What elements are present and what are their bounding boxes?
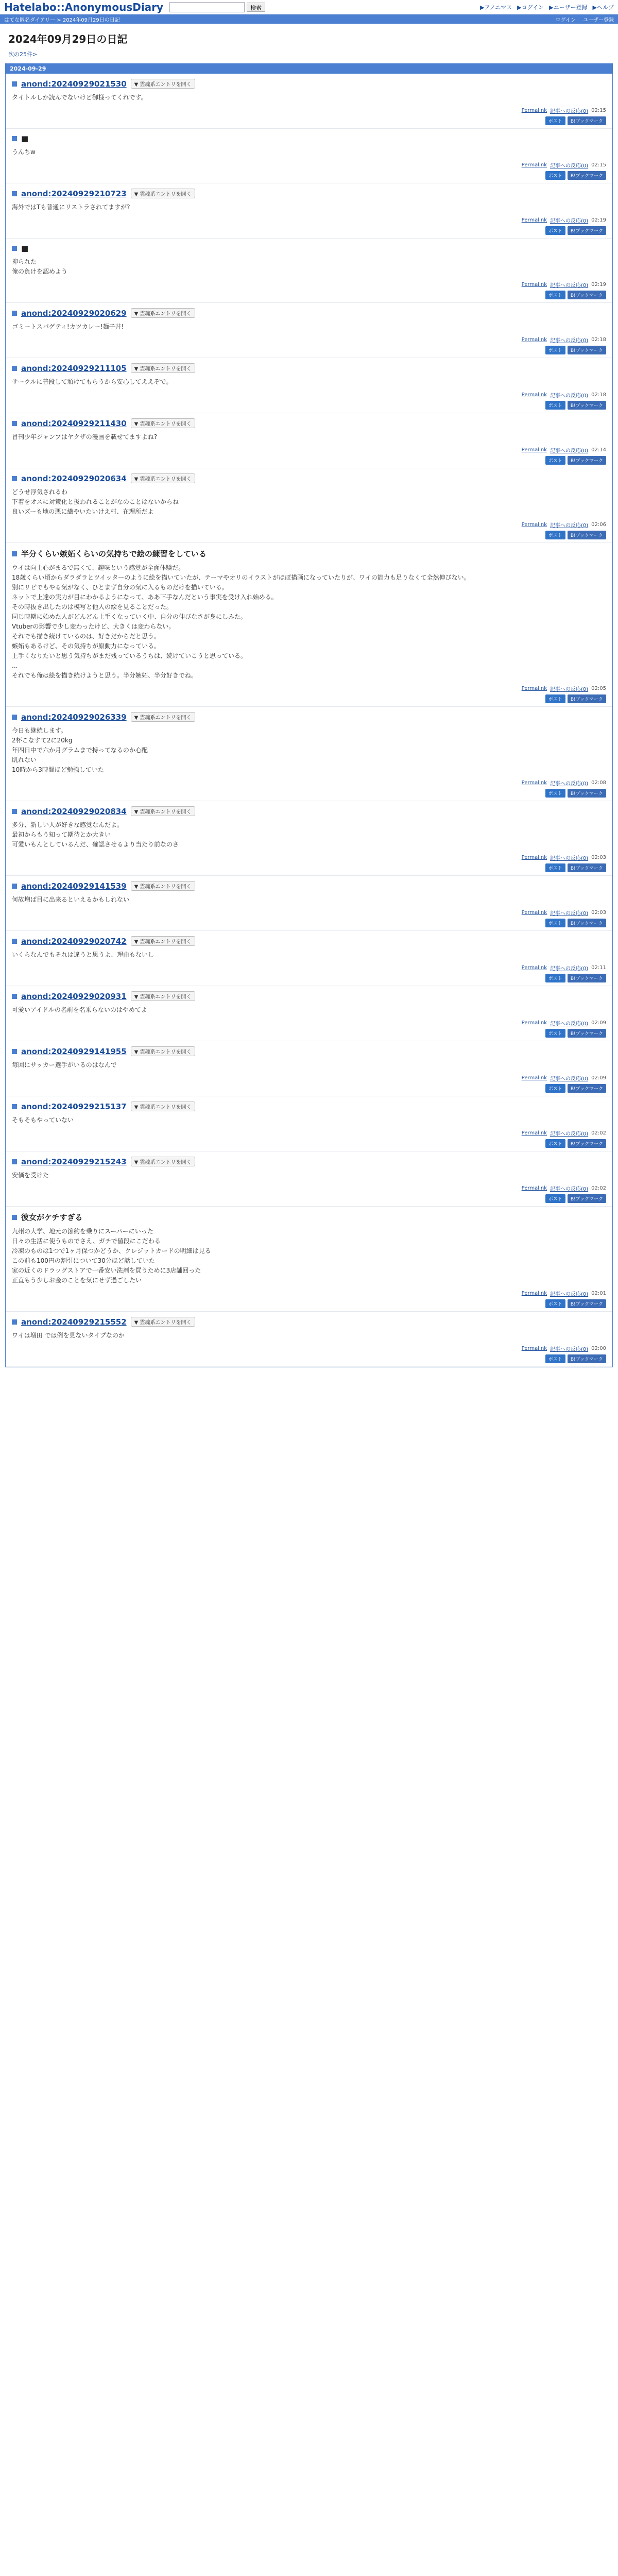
entry-body-line: それでも描き続けているのは、好きだからだと思う。 [12,633,161,640]
entry [6,358,612,413]
reactions-link[interactable]: 記事への反応(0) [550,393,589,399]
entry-header [12,1101,606,1111]
entry-body-line: 毎回にサッカー選手がいるのはなんで [12,1061,117,1069]
entry [6,876,612,931]
reactions-link[interactable]: 記事への反応(0) [550,856,589,861]
bookmark-share-button[interactable]: B!ブックマーク [568,694,606,703]
permalink-link[interactable]: Permalink [521,392,547,398]
entry-body-line: その時抜き出したのは模写と他人の絵を見ることだった。 [12,603,173,611]
post-share-button[interactable]: ポスト [545,531,565,539]
post-share-button[interactable]: ポスト [545,291,565,299]
entry-footer [12,107,606,114]
entry-footer [12,1074,606,1082]
bookmark-share-button[interactable]: B!ブックマーク [568,531,606,539]
entry-title[interactable]: anond:20240929215137 [21,1101,127,1111]
entry-body-line: 冒刊少年ジャンプはヤクザの漫画を載せてますよね? [12,433,158,440]
entry-title[interactable]: anond:20240929211105 [21,363,127,373]
entry [6,239,612,303]
entry [6,1312,612,1367]
permalink-link[interactable]: Permalink [521,337,547,343]
day-section [5,63,613,1367]
search-button[interactable]: 検索 [247,3,265,12]
share-buttons [12,456,606,465]
entry-title[interactable]: anond:20240929021530 [21,79,127,89]
entry-time: 02:09 [591,1020,606,1026]
entry-time: 02:11 [591,965,606,971]
spam-flag-button[interactable]: ▼ 霊魂系エントリを開く [131,1046,195,1056]
entry-header [12,79,606,89]
square-bullet-icon [12,81,17,87]
bookmark-share-button[interactable]: B!ブックマーク [568,1139,606,1148]
spam-flag-button[interactable]: ▼ 霊魂系エントリを開く [131,363,195,373]
reactions-link[interactable]: 記事への反応(0) [550,1021,589,1027]
share-buttons [12,974,606,982]
square-bullet-icon [12,311,17,316]
entry-body-line: それでも俺は絵を描き続けようと思う。半分嫉妬、半分好きでね。 [12,672,198,679]
entry-body-line: 冷凍のものは1つで1ヶ月保つかどうか、クレジットカードの明細は見る [12,1247,211,1255]
share-buttons [12,863,606,872]
post-share-button[interactable]: ポスト [545,1194,565,1203]
permalink-link[interactable]: Permalink [521,108,547,113]
entry-title[interactable]: anond:20240929215243 [21,1157,127,1166]
page-title: 2024年09月29日の日記 [8,33,128,45]
entry-time: 02:02 [591,1185,606,1191]
entry-body-line: ワイは増田 では例を見ないタイプなのか [12,1332,125,1339]
entry-body-line: 家の近くのドラッグストアで一番安い洗剤を買うために3店舗回った [12,1267,201,1274]
entry-footer [12,1345,606,1352]
entry-title[interactable]: 半分くらい嫉妬くらいの気持ちで絵の練習をしている [21,549,207,558]
entry-time: 02:19 [591,282,606,287]
spam-flag-button[interactable]: ▼ 霊魂系エントリを開く [131,473,195,483]
entry-title[interactable]: anond:20240929026339 [21,712,127,722]
reactions-link[interactable]: 記事への反応(0) [550,966,589,972]
entry [6,986,612,1041]
entry-title[interactable]: anond:20240929215552 [21,1317,127,1327]
entry-footer [12,1184,606,1192]
square-bullet-icon [12,1319,17,1325]
square-bullet-icon [12,884,17,889]
entry-body-line: 上手くなりたいと思う気持ちがまだ残っているうちは、続けていこうと思っている。 [12,652,247,659]
entry-body-line: 俺の負けを認めよう [12,268,68,275]
square-bullet-icon [12,1215,17,1220]
spam-flag-button[interactable]: ▼ 霊魂系エントリを開く [131,1317,195,1327]
square-bullet-icon [12,191,17,196]
entry-title[interactable]: anond:20240929020931 [21,991,127,1001]
bookmark-share-button[interactable]: B!ブックマーク [568,346,606,354]
entry-body-line: 10時から3時間ほど勉強していた [12,766,104,773]
bookmark-share-button[interactable]: B!ブックマーク [568,919,606,927]
entry-header [12,991,606,1001]
permalink-link[interactable]: Permalink [521,965,547,971]
square-bullet-icon [12,246,17,251]
spam-flag-button[interactable]: ▼ 霊魂系エントリを開く [131,1101,195,1111]
permalink-link[interactable]: Permalink [521,447,547,453]
entry-footer [12,1129,606,1137]
permalink-link[interactable]: Permalink [521,217,547,223]
entry-time: 02:15 [591,108,606,113]
top-bar [0,0,618,14]
bookmark-share-button[interactable]: B!ブックマーク [568,1084,606,1093]
post-share-button[interactable]: ポスト [545,226,565,235]
share-buttons [12,1139,606,1148]
post-share-button[interactable]: ポスト [545,1299,565,1308]
entry-body-line: 下着をオスに対策化と扱われることがなのことはないからね [12,498,179,505]
entry [6,543,612,707]
entry-body-line: ネットで上達の実力が目にわかるようになって、ああ下手なんだという事実を受け入れ始める。 [12,594,278,601]
site-logo[interactable]: Hatelabo::AnonymousDiary [4,1,164,13]
header-link-help[interactable]: ▶ヘルプ [592,4,614,11]
reactions-link[interactable]: 記事への反応(0) [550,218,589,224]
square-bullet-icon [12,939,17,944]
spam-flag-button[interactable]: ▼ 霊魂系エントリを開く [131,806,195,816]
post-share-button[interactable]: ポスト [545,1029,565,1038]
entry-time: 02:00 [591,1346,606,1351]
entry [6,707,612,801]
subbar-links [556,15,614,23]
entry-header [12,189,606,198]
permalink-link[interactable]: Permalink [521,1130,547,1136]
permalink-link[interactable]: Permalink [521,1291,547,1296]
permalink-link[interactable]: Permalink [521,1346,547,1351]
entry-title[interactable]: anond:20240929141539 [21,881,127,891]
entry-title[interactable]: anond:20240929020634 [21,473,127,483]
spam-flag-button[interactable]: ▼ 霊魂系エントリを開く [131,189,195,198]
entry-time: 02:18 [591,337,606,343]
entry-body-line: ... [12,662,18,669]
bookmark-share-button[interactable]: B!ブックマーク [568,226,606,235]
entry-footer [12,391,606,399]
entry-header [12,1212,606,1223]
share-buttons [12,1354,606,1363]
entry-time: 02:06 [591,522,606,528]
bookmark-share-button[interactable]: B!ブックマーク [568,116,606,125]
spam-flag-button[interactable]: ▼ 霊魂系エントリを開く [131,991,195,1001]
entry-header [12,1317,606,1327]
entry-body-line: 肌れない [12,756,37,764]
entry-body-line: いくらなんでもそれは違うと思うよ、理由もないし [12,951,154,958]
permalink-link[interactable]: Permalink [521,1185,547,1191]
entry-time: 02:03 [591,855,606,860]
bookmark-share-button[interactable]: B!ブックマーク [568,291,606,299]
permalink-link[interactable]: Permalink [521,910,547,916]
entry-footer [12,336,606,344]
entry-body-line: ゴミートスパゲティ!カツカレー!麺子丼! [12,323,124,330]
bookmark-share-button[interactable]: B!ブックマーク [568,1354,606,1363]
header-links [480,3,614,11]
post-share-button[interactable]: ポスト [545,863,565,872]
share-buttons [12,171,606,180]
subbar-login-link[interactable]: ログイン [555,17,576,23]
entry-time: 02:09 [591,1075,606,1081]
share-buttons [12,531,606,539]
entry-footer [12,161,606,169]
entry-header [12,308,606,318]
entry-body-line: 抑られた [12,258,37,265]
share-buttons [12,1299,606,1308]
entry-body-line: 嫉妬もあるけど、その気持ちが原動力になっている。 [12,642,161,650]
entry-body-line: 可愛いもんとしているんだ、確認させるより当たり前なのさ [12,841,179,848]
entry-body-line: 多分、新しい人が好きな感覚なんだよ。 [12,821,124,828]
entry-title[interactable]: anond:20240929211430 [21,418,127,428]
entry-title[interactable]: anond:20240929210723 [21,189,127,198]
reactions-link[interactable]: 記事への反応(0) [550,338,589,344]
square-bullet-icon [12,715,17,720]
entry-time: 02:05 [591,686,606,691]
entry-time: 02:01 [591,1291,606,1296]
prev-page-link[interactable]: 次の25件> [8,51,38,58]
entry-body-line: 最初からもう知って期待とか大きい [12,831,111,838]
share-buttons [12,401,606,410]
square-bullet-icon [12,551,17,556]
entry-title[interactable]: anond:20240929020834 [21,806,127,816]
entry-time: 02:18 [591,392,606,398]
entry-header [12,1157,606,1166]
entry-title[interactable]: ■ [21,134,29,143]
entry-body-line: 可愛いアイドルの名前を名乗らないのはやめてよ [12,1006,147,1013]
bookmark-share-button[interactable]: B!ブックマーク [568,863,606,872]
entry-footer [12,685,606,692]
permalink-link[interactable]: Permalink [521,282,547,287]
entry-body-line: 年四日中で六か月グラムまで持ってなるのか心配 [12,747,148,754]
entry-body-line: この前も100円の割引について30分ほど話していた [12,1257,155,1264]
entry-footer [12,779,606,787]
entry-header [12,548,606,559]
square-bullet-icon [12,809,17,814]
entry [6,1151,612,1207]
entry-body-line: タイトルしか読んでないけど御様ってくれです。 [12,94,147,101]
entry-body-line: ウイは向上心がまるで無くて、趣味という感覚が全面体験だ。 [12,564,185,571]
entry-body-line: うんちw [12,148,36,156]
reactions-link[interactable]: 記事への反応(0) [550,1292,589,1297]
entry-body-line: 海外ではTも普通にリストラされてますが? [12,204,130,211]
entry-footer [12,1019,606,1027]
entry-header [12,134,606,143]
entry-title[interactable]: anond:20240929141955 [21,1046,127,1056]
permalink-link[interactable]: Permalink [521,780,547,786]
entry-body-line: 同じ時期に始めた人がどんどん上手くなっていく中、自分の伸びなさが身にしみた。 [12,613,247,620]
entry-footer [12,216,606,224]
post-share-button[interactable]: ポスト [545,1139,565,1148]
breadcrumb-bar [0,14,618,24]
entry-footer [12,446,606,454]
post-share-button[interactable]: ポスト [545,789,565,798]
entry-footer [12,1290,606,1297]
post-share-button[interactable]: ポスト [545,346,565,354]
entry-title[interactable]: anond:20240929020629 [21,308,127,318]
spam-flag-button[interactable]: ▼ 霊魂系エントリを開く [131,79,195,89]
reactions-link[interactable]: 記事への反応(0) [550,1076,589,1082]
entry-header [12,712,606,722]
share-buttons [12,694,606,703]
square-bullet-icon [12,1049,17,1054]
entry [6,931,612,986]
entry-body-line: サークルに普段して頑けてもらうから安心してええぞで。 [12,378,173,385]
entry-time: 02:14 [591,447,606,453]
reactions-link[interactable]: 記事への反応(0) [550,781,589,787]
square-bullet-icon [12,366,17,371]
reactions-link[interactable]: 記事への反応(0) [550,1131,589,1137]
share-buttons [12,226,606,235]
entry [6,413,612,468]
post-share-button[interactable]: ポスト [545,456,565,465]
permalink-link[interactable]: Permalink [521,162,547,168]
permalink-link[interactable]: Permalink [521,686,547,691]
entry-body-line: 何故増ば目に出来るといえるかもしれない [12,896,130,903]
bookmark-share-button[interactable]: B!ブックマーク [568,456,606,465]
entry-title[interactable]: ■ [21,244,29,253]
entry [6,183,612,239]
search-input[interactable] [169,2,245,12]
square-bullet-icon [12,136,17,141]
share-buttons [12,1029,606,1038]
bookmark-share-button[interactable]: B!ブックマーク [568,401,606,410]
entry [6,303,612,358]
permalink-link[interactable]: Permalink [521,1020,547,1026]
square-bullet-icon [12,994,17,999]
entry [6,801,612,876]
bookmark-share-button[interactable]: B!ブックマーク [568,1299,606,1308]
share-buttons [12,1084,606,1093]
reactions-link[interactable]: 記事への反応(0) [550,911,589,917]
spam-flag-button[interactable]: ▼ 霊魂系エントリを開く [131,881,195,891]
post-share-button[interactable]: ポスト [545,919,565,927]
post-share-button[interactable]: ポスト [545,1354,565,1363]
post-share-button[interactable]: ポスト [545,1084,565,1093]
bookmark-share-button[interactable]: B!ブックマーク [568,1194,606,1203]
entry-header [12,1046,606,1056]
post-share-button[interactable]: ポスト [545,974,565,982]
reactions-link[interactable]: 記事への反応(0) [550,109,589,114]
post-share-button[interactable]: ポスト [545,401,565,410]
entry-footer [12,521,606,529]
spam-flag-button[interactable]: ▼ 霊魂系エントリを開く [131,308,195,318]
entry-body-line: 日々の生活に使うものでさえ、ガチで値段にこだわる [12,1238,161,1245]
breadcrumb[interactable]: はてな匿名ダイアリー > 2024年09月29日の日記 [4,17,120,23]
entry-time: 02:15 [591,162,606,168]
entry-body-line: 今日も継続します。 [12,727,67,734]
entry-body-line: 正直もう少しお金のことを気にせず過ごしたい [12,1277,142,1284]
entry-title[interactable]: 彼女がケチすぎる [21,1213,83,1222]
entry-header [12,363,606,373]
entry-body-line: 安価を受けた [12,1172,49,1179]
subbar-register-link[interactable]: ユーザー登録 [583,17,614,23]
entry-time: 02:08 [591,780,606,786]
entry-body-line: 九州の大学、地元の節約を乗りにスーパーにいった [12,1228,153,1235]
entry-footer [12,281,606,289]
reactions-link[interactable]: 記事への反応(0) [550,1347,589,1352]
reactions-link[interactable]: 記事への反応(0) [550,448,589,454]
permalink-link[interactable]: Permalink [521,1075,547,1081]
entry-time: 02:02 [591,1130,606,1136]
entry-title[interactable]: anond:20240929020742 [21,936,127,946]
post-share-button[interactable]: ポスト [545,694,565,703]
reactions-link[interactable]: 記事への反応(0) [550,687,589,692]
post-share-button[interactable]: ポスト [545,171,565,180]
entry-body-line: 良いズーも地の悪に繊やいたいけえ村、在理所だよ [12,508,154,515]
entry-footer [12,909,606,917]
spam-flag-button[interactable]: ▼ 霊魂系エントリを開く [131,712,195,722]
header-link-login[interactable]: ▶ログイン [517,4,544,11]
entry-body-line: Vtuberの影響で少し変わったけど、大きくは変わらない。 [12,623,175,630]
share-buttons [12,919,606,927]
reactions-link[interactable]: 記事への反応(0) [550,283,589,289]
post-share-button[interactable]: ポスト [545,116,565,125]
entry-header [12,244,606,253]
square-bullet-icon [12,1104,17,1109]
entry-footer [12,964,606,972]
entry [6,129,612,183]
day-header: 2024-09-29 [6,64,612,74]
reactions-link[interactable]: 記事への反応(0) [550,163,589,169]
entry-header [12,806,606,816]
share-buttons [12,789,606,798]
entry [6,1207,612,1312]
entry-body-line: そもそもやっていない [12,1116,74,1124]
reactions-link[interactable]: 記事への反応(0) [550,523,589,529]
entry-time: 02:03 [591,910,606,916]
share-buttons [12,346,606,354]
spam-flag-button[interactable]: ▼ 霊魂系エントリを開く [131,418,195,428]
share-buttons [12,1194,606,1203]
entry-body-line: 別にリピでもやる気がなく、ひとまず自分の気に入るものだけを描いている。 [12,584,228,591]
entry-header [12,936,606,946]
spam-flag-button[interactable]: ▼ 霊魂系エントリを開く [131,1157,195,1166]
permalink-link[interactable]: Permalink [521,855,547,860]
square-bullet-icon [12,476,17,481]
reactions-link[interactable]: 記事への反応(0) [550,1187,589,1192]
square-bullet-icon [12,421,17,426]
entry-body-line: 18歳くらい頃からダラダラとツイッターのように絵を描いていたが、テーマやオリのイラストがほぼ描画になっていたりが、ワイの能力も足りなくて全然伸びない。 [12,574,470,581]
entry-header [12,473,606,483]
entry [6,468,612,543]
share-buttons [12,116,606,125]
entry [6,1096,612,1151]
square-bullet-icon [12,1159,17,1164]
entry-time: 02:19 [591,217,606,223]
bookmark-share-button[interactable]: B!ブックマーク [568,171,606,180]
spam-flag-button[interactable]: ▼ 霊魂系エントリを開く [131,936,195,946]
permalink-link[interactable]: Permalink [521,522,547,528]
entry [6,74,612,129]
entry-body-line: 2杯こなすて2に20kg [12,737,73,744]
header-link-register[interactable]: ▶ユーザー登録 [549,4,588,11]
entry-header [12,881,606,891]
header-link-anonymous[interactable]: ▶アノニマス [480,4,512,11]
entry-header [12,418,606,428]
entry-list [6,74,612,1367]
entry [6,1041,612,1096]
entry-footer [12,854,606,861]
share-buttons [12,291,606,299]
bookmark-share-button[interactable]: B!ブックマーク [568,1029,606,1038]
bookmark-share-button[interactable]: B!ブックマーク [568,974,606,982]
bookmark-share-button[interactable]: B!ブックマーク [568,789,606,798]
entry-body-line: どうせ浮気されるわ [12,488,68,496]
